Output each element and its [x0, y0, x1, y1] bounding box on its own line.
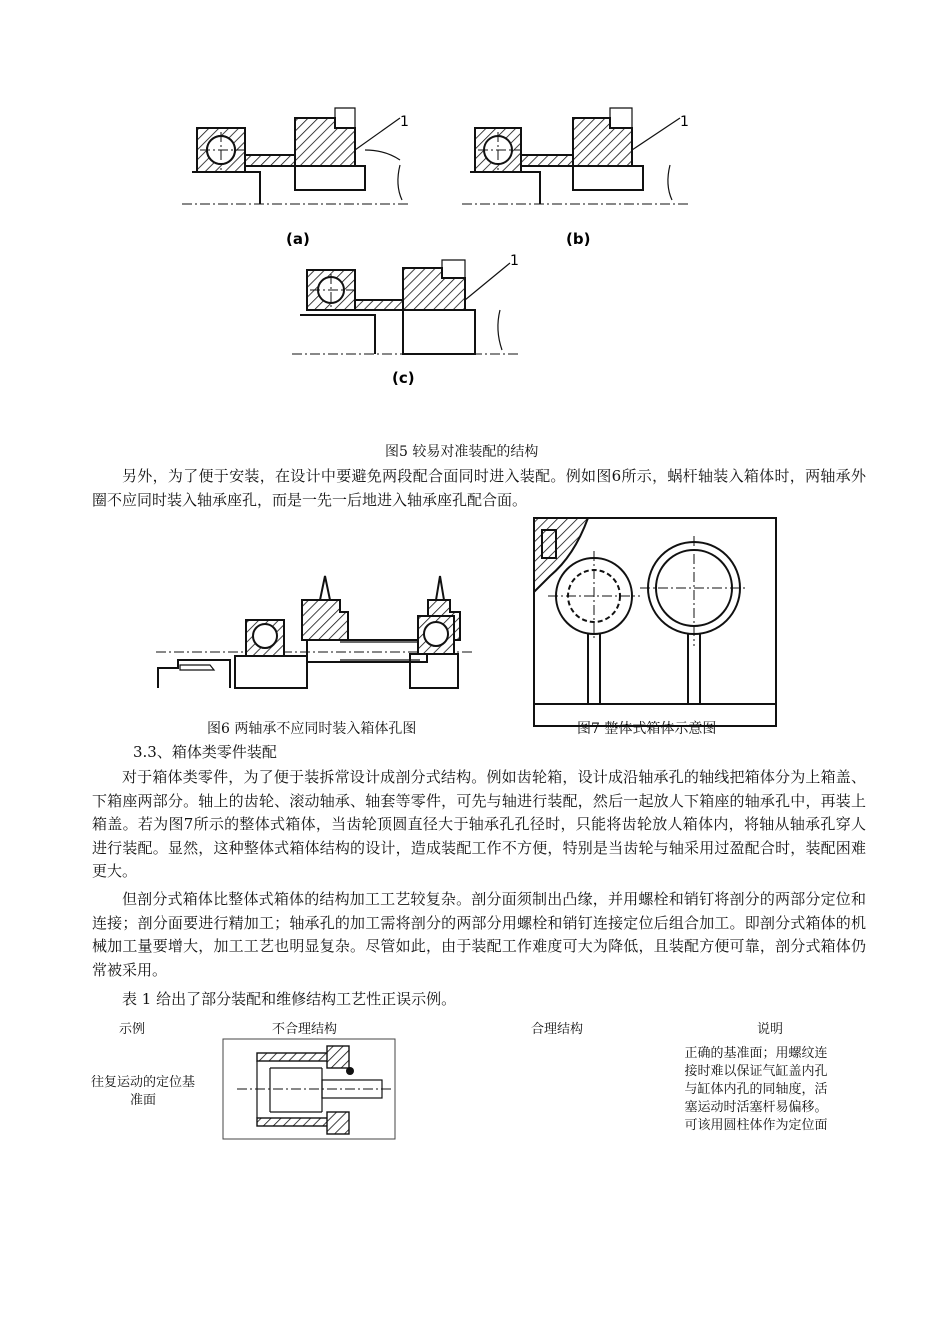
table-row1-wrong-drawing: [222, 1038, 396, 1140]
figure5-a-drawing: [182, 108, 410, 204]
paragraph-4: [92, 988, 866, 1012]
table-header-right: 合理结构: [531, 1022, 584, 1037]
table-header-example: 示例: [119, 1022, 146, 1037]
figure5-b-label: (b): [566, 230, 591, 248]
paragraph-3-text: 但剖分式箱体比整体式箱体的结构加工工艺较复杂。剖分面须制出凸缘，并用螺栓和销钉将剖分的两部分定位和连接；剖分面要进行精加工；轴承孔的加工需将剖分的两部分用螺栓和销钉连接定位后组合加工。即剖分式箱体的机械加工量要增大，加工工艺也明显复杂。尽管如此，由于装配工作难度可大为降低，且装配方便可靠，剖分式箱体仍常被采用。: [92, 890, 866, 979]
paragraph-1: [92, 465, 866, 512]
figure5-c-drawing: [292, 260, 520, 354]
figure5-b-part-label: 1: [680, 114, 689, 130]
figure7-drawing: [530, 516, 780, 728]
figure5-b-drawing: [462, 108, 690, 204]
figure7-caption: 图7 整体式箱体示意图: [577, 721, 717, 737]
figure5-caption: 图5 较易对准装配的结构: [385, 444, 539, 460]
figure5-c-label: (c): [392, 369, 415, 387]
table-header-note: 说明: [757, 1022, 784, 1037]
table-header-wrong: 不合理结构: [272, 1022, 338, 1037]
paragraph-2: [92, 766, 866, 884]
paragraph-2-text: 对于箱体类零件，为了便于装拆常设计成剖分式结构。例如齿轮箱，设计成沿轴承孔的轴线把箱体分为上箱盖、下箱座两部分。轴上的齿轮、滚动轴承、轴套等零件，可先与轴进行装配，然后一起放人下箱座的轴承孔中，再装上箱盖。若为图7所示的整体式箱体，当齿轮顶圆直径大于轴承孔孔径时，只能将齿轮放人箱体内，将轴从轴承孔穿人进行装配。显然，这种整体式箱体结构的设计，造成装配工作不方便，特别是当齿轮与轴采用过盈配合时，装配困难更大。: [92, 768, 866, 880]
figure5-a-label: (a): [286, 230, 310, 248]
paragraph-4-text: 表 1 给出了部分装配和维修结构工艺性正误示例。: [122, 990, 457, 1008]
figure6-caption: 图6 两轴承不应同时装入箱体孔图: [207, 721, 417, 737]
table-row1-note: 正确的基准面；用螺纹连接时难以保证气缸盖内孔与缸体内孔的同轴度，活塞运动时活塞杆易偏移。可该用圆柱体作为定位面: [684, 1046, 828, 1133]
section-heading: 3.3、箱体类零件装配: [133, 743, 277, 761]
table-row1-example: 往复运动的定位基准面: [90, 1075, 195, 1108]
figure5-drawings: [0, 0, 950, 430]
figure5-a-part-label: 1: [400, 114, 409, 130]
paragraph-1-text: 另外，为了便于安装，在设计中要避免两段配合面同时进入装配。例如图6所示，蜗杆轴装入箱体时，两轴承外圈不应同时装入轴承座孔，而是一先一后地进入轴承座孔配合面。: [92, 467, 866, 509]
figure5-c-part-label: 1: [510, 253, 519, 269]
paragraph-3: [92, 888, 866, 982]
figure6-drawing: [150, 570, 480, 695]
